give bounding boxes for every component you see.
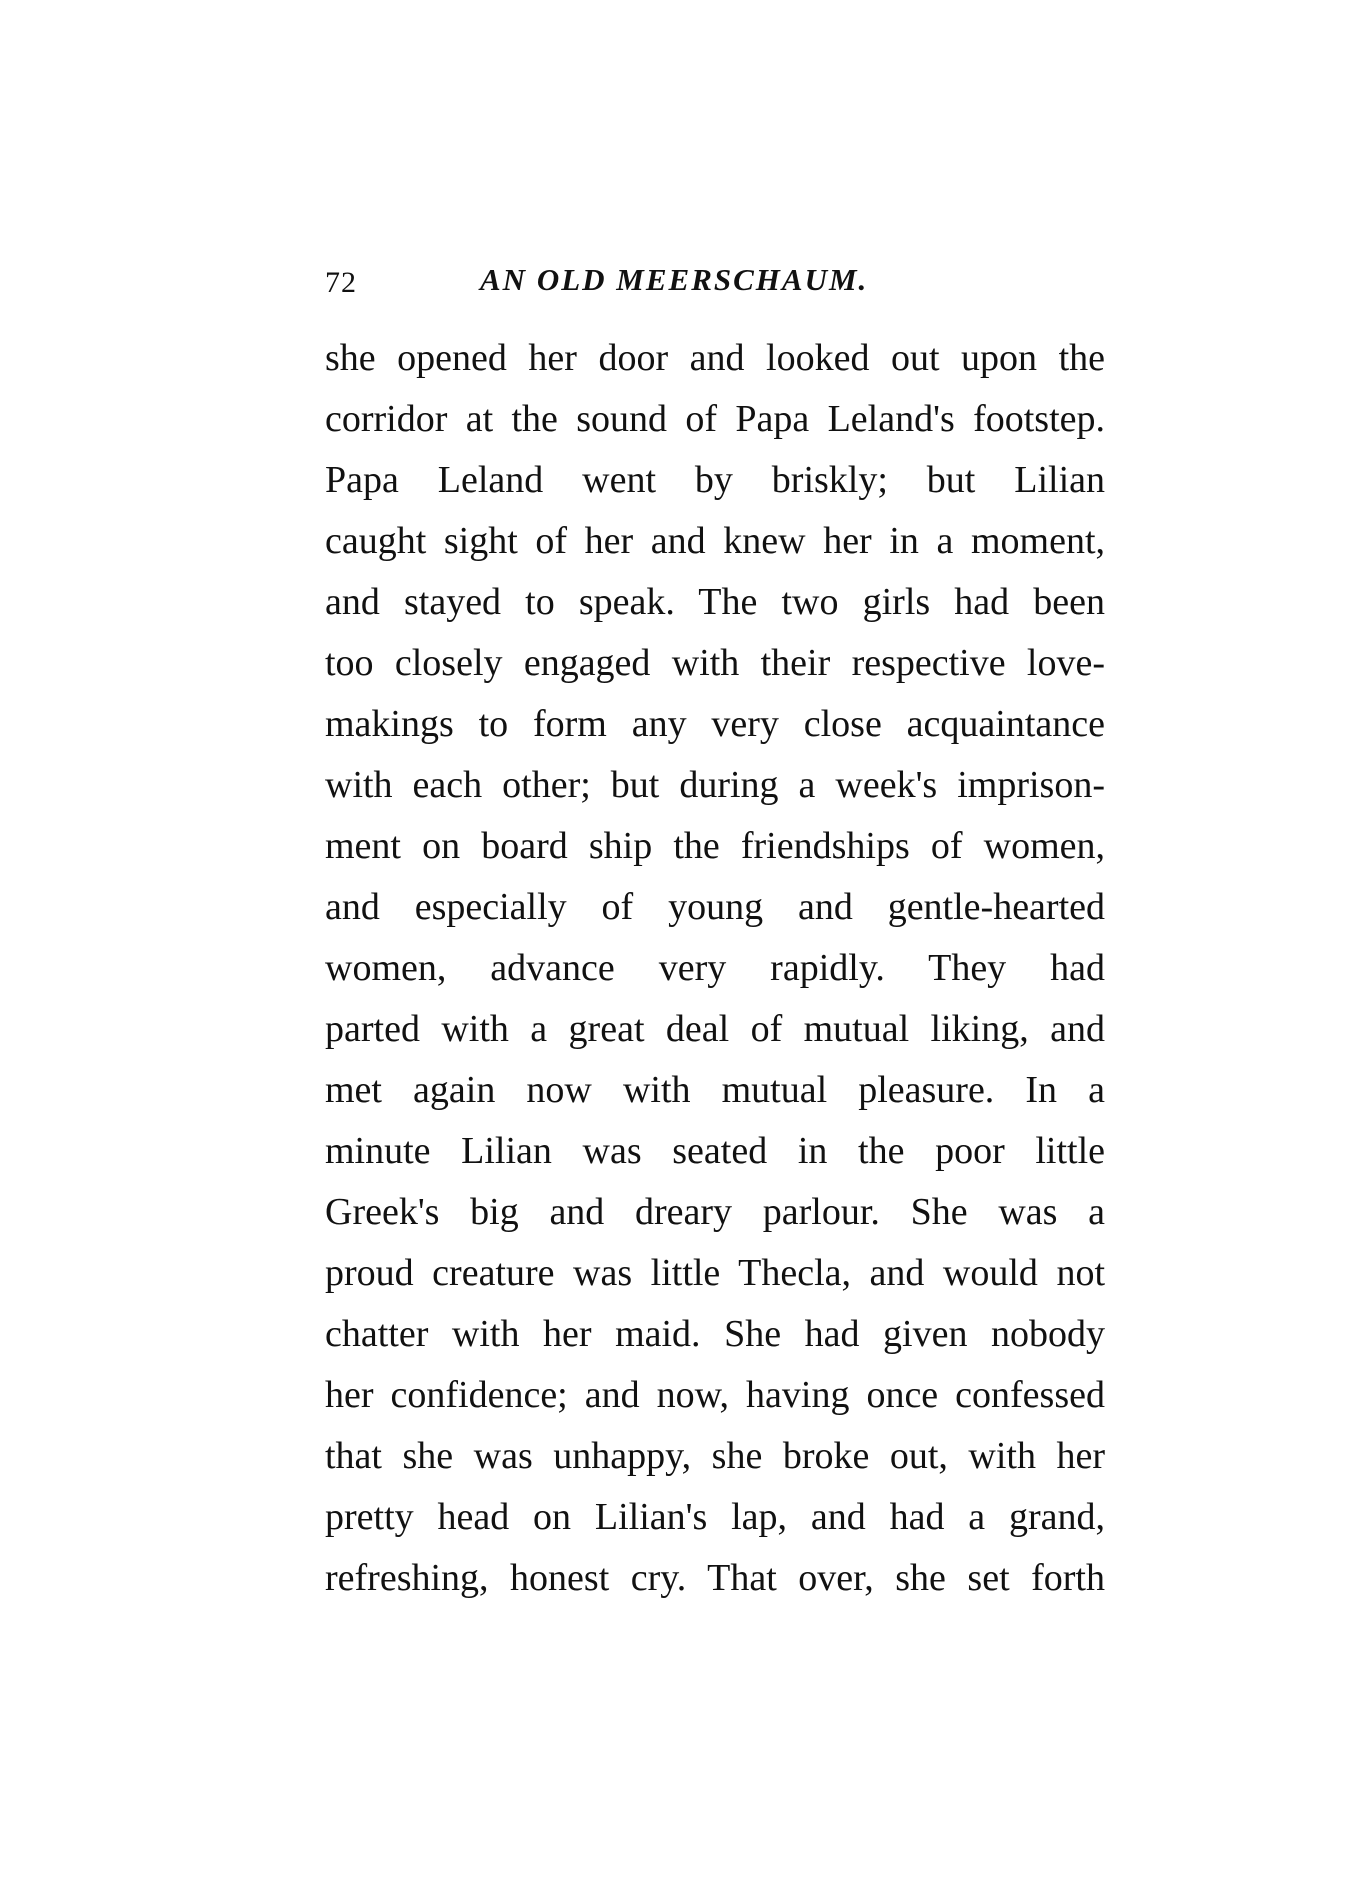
- text-line: with each other; but during a week's imprison-: [325, 764, 1105, 806]
- text-line: corridor at the sound of Papa Leland's footstep.: [325, 398, 1105, 440]
- text-line: minute Lilian was seated in the poor little: [325, 1130, 1105, 1172]
- text-line: that she was unhappy, she broke out, with her: [325, 1435, 1105, 1477]
- text-line: parted with a great deal of mutual liking, and: [325, 1008, 1105, 1050]
- running-head: [325, 262, 1105, 312]
- text-line: chatter with her maid. She had given nobody: [325, 1313, 1105, 1355]
- text-line: pretty head on Lilian's lap, and had a grand,: [325, 1496, 1105, 1538]
- text-line: met again now with mutual pleasure. In a: [325, 1069, 1105, 1111]
- text-line: women, advance very rapidly. They had: [325, 947, 1105, 989]
- page-number: 72: [325, 266, 357, 299]
- text-line: and especially of young and gentle-hearted: [325, 886, 1105, 928]
- text-line: Papa Leland went by briskly; but Lilian: [325, 459, 1105, 501]
- text-line: her confidence; and now, having once confessed: [325, 1374, 1105, 1416]
- text-line: too closely engaged with their respective love-: [325, 642, 1105, 684]
- text-line: Greek's big and dreary parlour. She was a: [325, 1191, 1105, 1233]
- text-line: refreshing, honest cry. That over, she set forth: [325, 1557, 1105, 1599]
- text-line: and stayed to speak. The two girls had been: [325, 581, 1105, 623]
- running-title: AN OLD MEERSCHAUM.: [480, 262, 869, 297]
- text-line: she opened her door and looked out upon the: [325, 337, 1105, 379]
- text-line: caught sight of her and knew her in a moment,: [325, 520, 1105, 562]
- text-line: makings to form any very close acquaintance: [325, 703, 1105, 745]
- text-line: ment on board ship the friendships of women,: [325, 825, 1105, 867]
- text-line: proud creature was little Thecla, and would not: [325, 1252, 1105, 1294]
- body-text: [325, 328, 1105, 1609]
